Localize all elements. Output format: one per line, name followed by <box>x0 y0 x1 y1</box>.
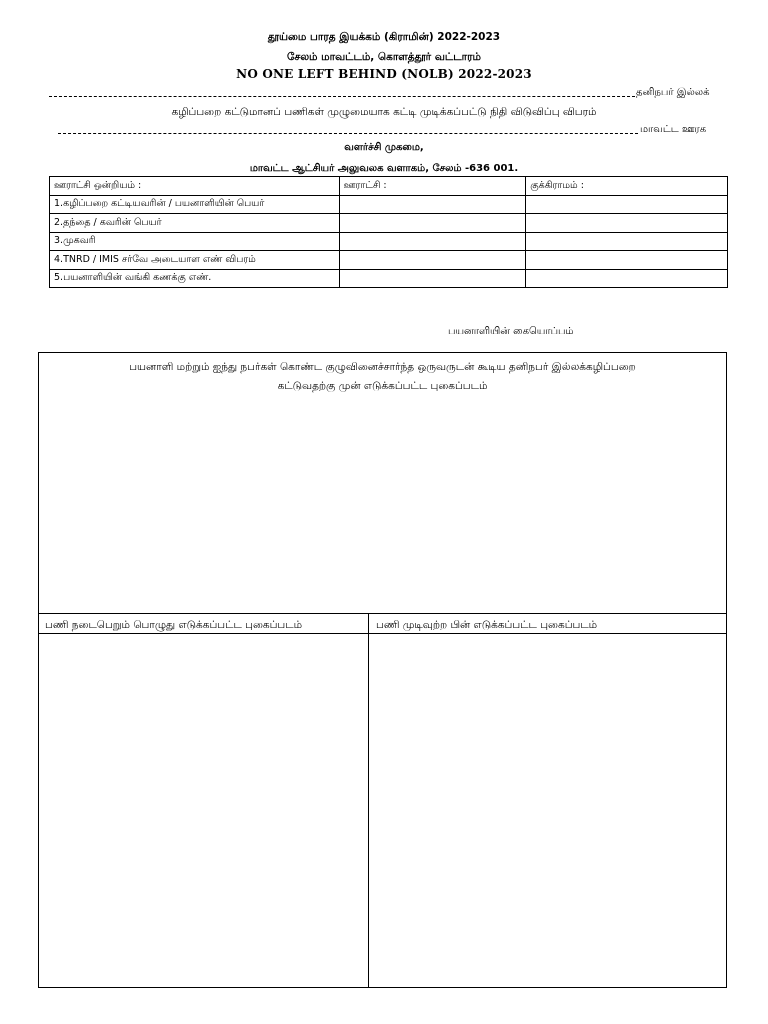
photo-before-title-line-2: கட்டுவதற்கு முன் எடுக்கப்பட்ட புகைப்படம் <box>277 380 488 392</box>
dashed-rule-2-label: மாவட்ட ஊரக <box>640 124 707 135</box>
hamlet-label: குக்கிராமம் : <box>526 177 728 196</box>
row-label: 4.TNRD / IMIS சர்வே அடையாள எண் விபரம் <box>50 251 340 270</box>
photo-during-label: பணி நடைபெறும் பொழுது எடுக்கப்பட்ட புகைப்படம் <box>45 619 303 631</box>
blank-cell <box>526 269 728 288</box>
block-label: ஊராட்சி ஒன்றியம் : <box>50 177 340 196</box>
header-line-2: சேலம் மாவட்டம், கொளத்தூர் வட்டாரம் <box>287 51 481 63</box>
blank-cell <box>339 195 526 214</box>
row-label: 3.முகவரி <box>50 232 340 251</box>
table-row <box>50 195 728 214</box>
blank-cell <box>526 214 728 233</box>
row-label: 5.பயனாளியின் வங்கி கணக்கு எண். <box>50 269 340 288</box>
photo-section <box>38 352 727 988</box>
section-divider <box>39 613 726 614</box>
table-row <box>50 251 728 270</box>
photo-after-label: பணி முடிவுற்ற பின் எடுக்கப்பட்ட புகைப்படம் <box>376 619 598 631</box>
blank-cell <box>339 214 526 233</box>
table-header-row <box>50 177 728 196</box>
header-title: NO ONE LEFT BEHIND (NOLB) 2022-2023 <box>236 67 532 81</box>
beneficiary-info-table <box>49 176 728 288</box>
blank-cell <box>526 251 728 270</box>
blank-cell <box>339 269 526 288</box>
header-agency: வளர்ச்சி முகமை, <box>344 142 424 153</box>
dashed-rule-1-label: தனிநபர் இல்லக் <box>636 87 710 98</box>
blank-cell <box>526 195 728 214</box>
blank-cell <box>339 232 526 251</box>
panchayat-label: ஊராட்சி : <box>339 177 526 196</box>
table-row <box>50 232 728 251</box>
header-line-1: தூய்மை பாரத இயக்கம் (கிராமின்) 2022-2023 <box>267 31 501 43</box>
photo-before-title-line-1: பயனாளி மற்றும் ஐந்து நபர்கள் கொண்ட குழுவினைச்சார்ந்த ஒருவருடன் கூடிய தனிநபர் இல்லக்கழிப்பறை <box>129 361 636 373</box>
column-divider <box>368 613 369 987</box>
dashed-rule-1 <box>49 84 635 97</box>
dashed-rule-2 <box>58 121 638 134</box>
row-label: 1.கழிப்பறை கட்டியவரின் / பயனாளியின் பெயர் <box>50 195 340 214</box>
label-divider <box>39 633 726 634</box>
row-label: 2.தந்தை / கவரின் பெயர் <box>50 214 340 233</box>
signature-label: பயனாளியின் கையொப்பம் <box>448 326 574 337</box>
table-row <box>50 269 728 288</box>
header-address: மாவட்ட ஆட்சியர் அலுவலக வளாகம், சேலம் -636 001. <box>249 163 519 174</box>
header-subtitle: கழிப்பறை கட்டுமானப் பணிகள் முழுமையாக கட்டி முடிக்கப்பட்டு நிதி விடுவிப்பு விபரம் <box>171 106 597 118</box>
table-row <box>50 214 728 233</box>
blank-cell <box>339 251 526 270</box>
blank-cell <box>526 232 728 251</box>
photo-before-title <box>39 358 726 396</box>
